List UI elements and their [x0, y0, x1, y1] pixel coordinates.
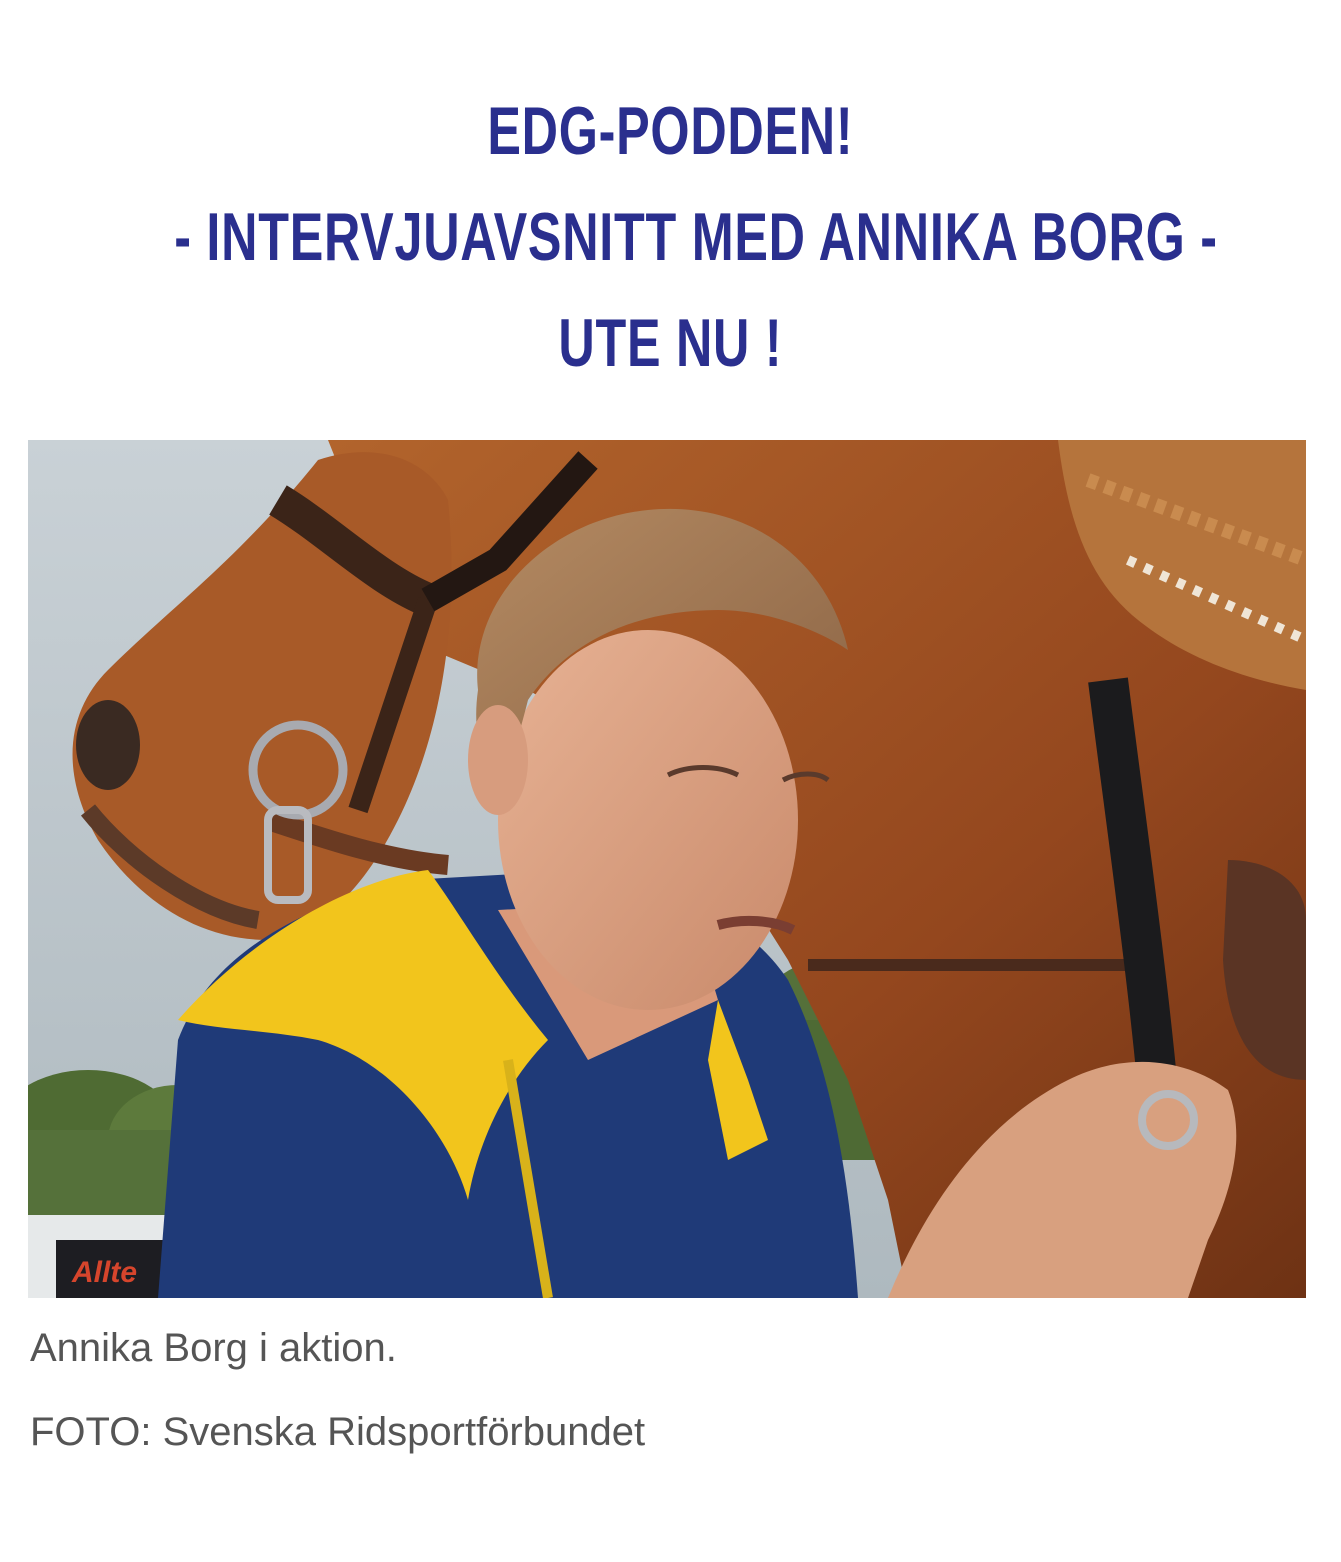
horse-nostril — [76, 700, 140, 790]
headline-line-2: - INTERVJUAVSNITT MED ANNIKA BORG - — [174, 199, 1218, 275]
banner-text: Allte — [72, 1256, 138, 1289]
photo-credit: FOTO: Svenska Ridsportförbundet — [30, 1410, 646, 1454]
headline-line-1: EDG-PODDEN! — [487, 93, 854, 169]
photo-caption: Annika Borg i aktion. — [30, 1326, 397, 1370]
article-photo — [28, 440, 1306, 1298]
woman-face — [498, 630, 798, 1010]
headline-line-3: UTE NU ! — [558, 305, 783, 381]
headline — [174, 78, 1218, 396]
